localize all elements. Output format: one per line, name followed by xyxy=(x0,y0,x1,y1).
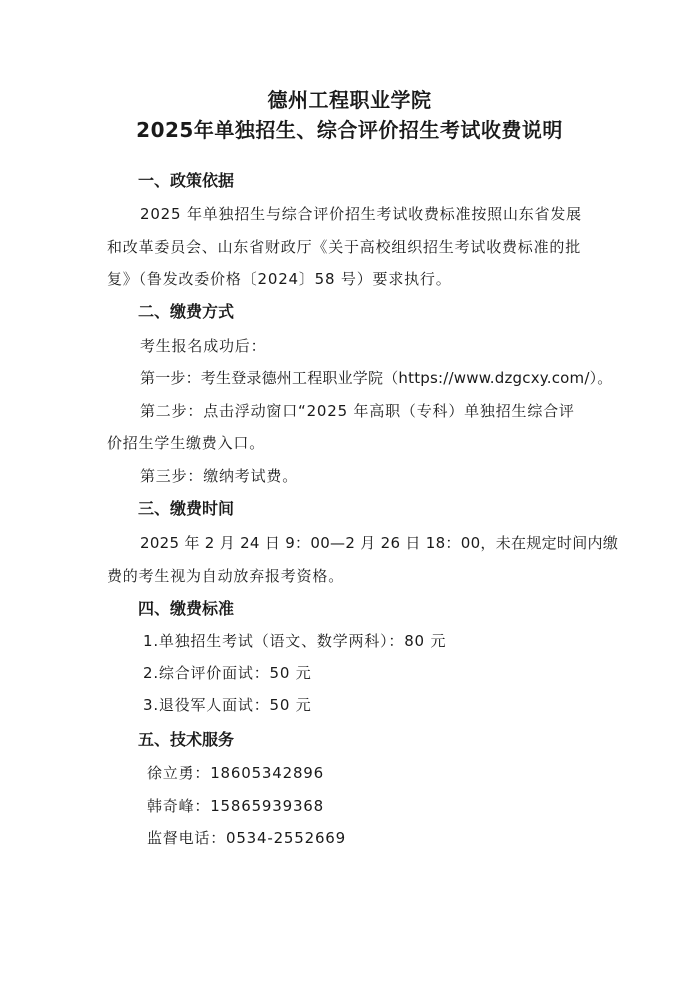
section-heading-payment-time: 三、缴费时间 xyxy=(138,499,235,518)
paragraph-line: 价招生学生缴费入口。 xyxy=(107,434,266,452)
fee-item: 2.综合评价面试：50 元 xyxy=(143,664,312,682)
section-heading-fee-standard: 四、缴费标准 xyxy=(138,599,235,618)
fee-item: 1.单独招生考试（语文、数学两科）：80 元 xyxy=(143,632,447,650)
paragraph-line: 费的考生视为自动放弃报考资格。 xyxy=(107,567,345,585)
institution-title: 德州工程职业学院 xyxy=(267,88,432,112)
paragraph-line: 考生报名成功后： xyxy=(140,337,267,355)
paragraph-line: 2025 年 2 月 24 日 9：00—2 月 26 日 18：00，未在规定时间内缴 xyxy=(140,534,619,552)
paragraph-line: 和改革委员会、山东省财政厅《关于高校组织招生考试收费标准的批 xyxy=(107,238,582,256)
paragraph-line-url: 第一步：考生登录德州工程职业学院（https://www.dzgcxy.com/）。 xyxy=(140,369,613,387)
fee-item: 3.退役军人面试：50 元 xyxy=(143,696,312,714)
paragraph-line: 第二步：点击浮动窗口“2025 年高职（专科）单独招生综合评 xyxy=(140,402,575,420)
paragraph-line: 第三步：缴纳考试费。 xyxy=(140,467,299,485)
contact-line: 韩奇峰：15865939368 xyxy=(147,797,324,815)
section-heading-tech-service: 五、技术服务 xyxy=(138,730,235,749)
contact-line: 监督电话：0534-2552669 xyxy=(147,829,346,847)
section-heading-policy: 一、政策依据 xyxy=(138,171,235,190)
section-heading-payment-method: 二、缴费方式 xyxy=(138,302,235,321)
document-title: 2025年单独招生、综合评价招生考试收费说明 xyxy=(136,118,563,142)
contact-line: 徐立勇：18605342896 xyxy=(147,764,324,782)
paragraph-line: 2025 年单独招生与综合评价招生考试收费标准按照山东省发展 xyxy=(140,205,582,223)
paragraph-line: 复》（鲁发改委价格〔2024〕58 号）要求执行。 xyxy=(107,270,452,288)
